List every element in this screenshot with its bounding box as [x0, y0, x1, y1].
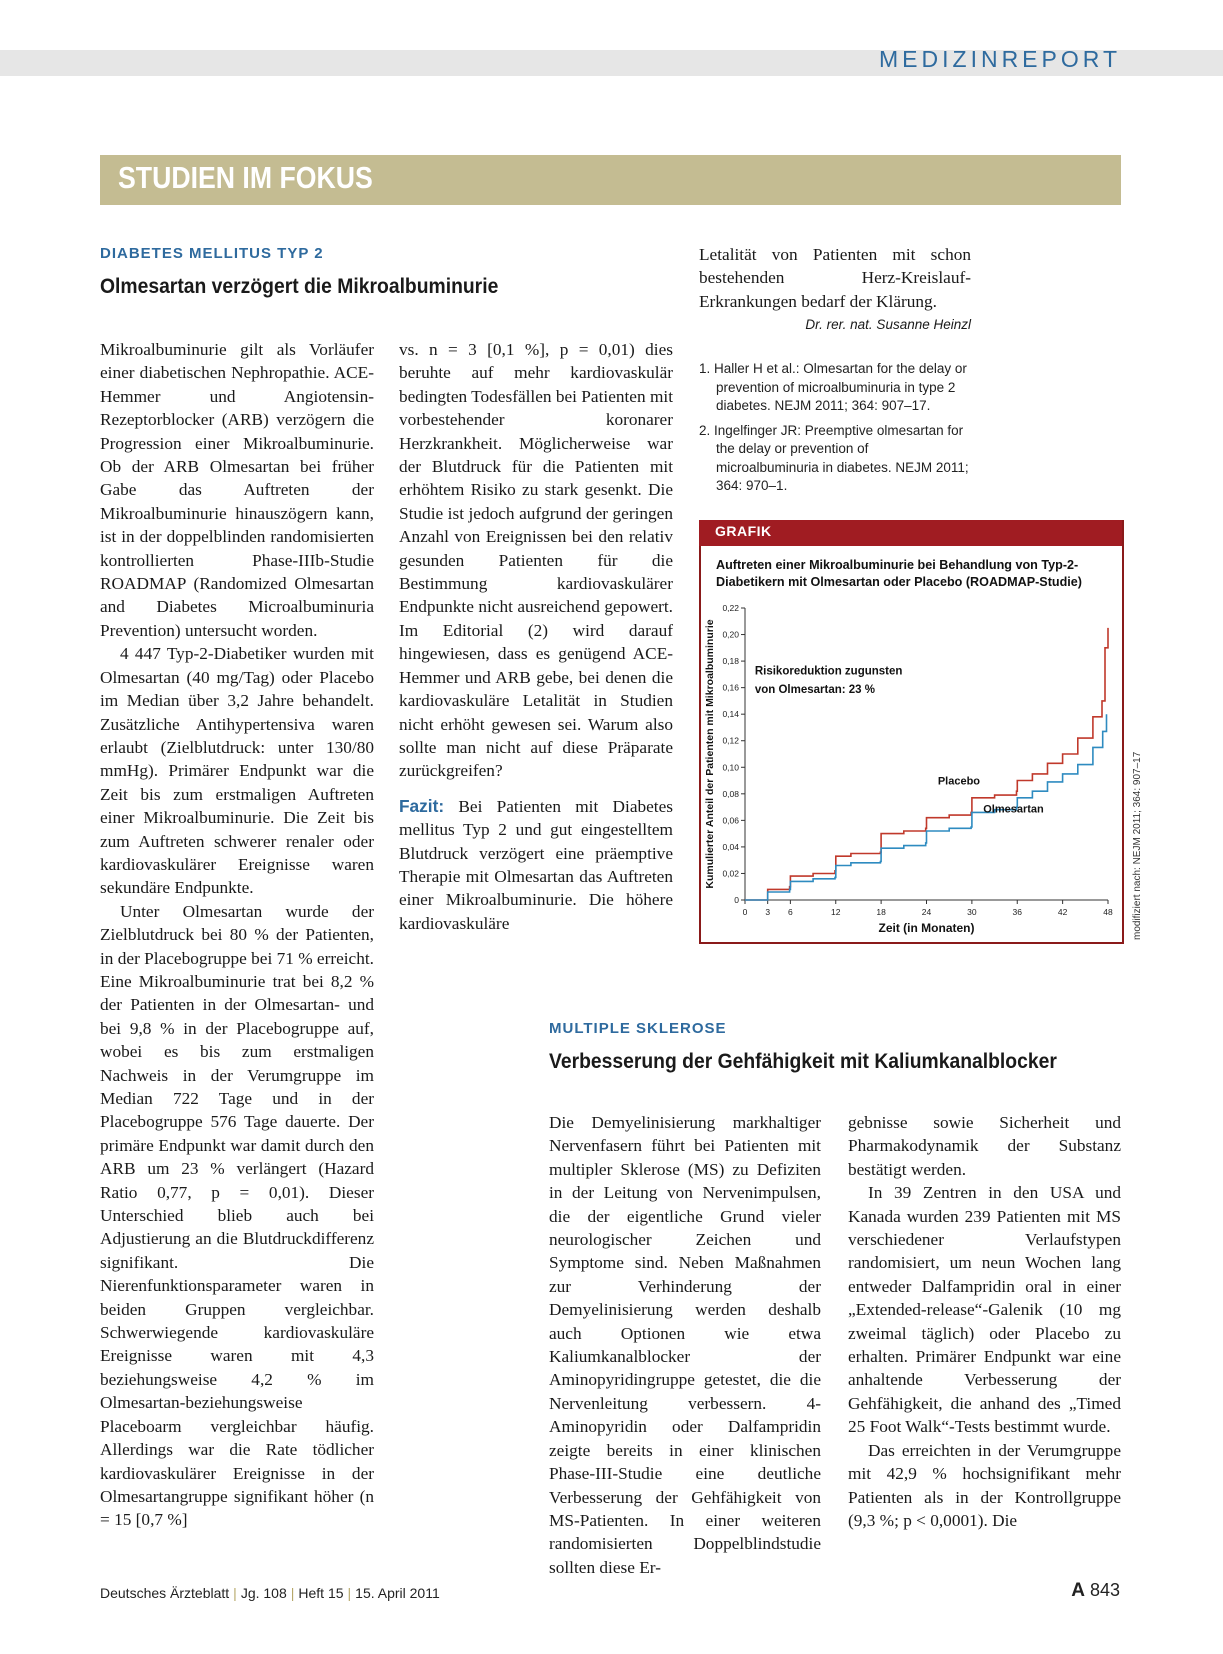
kaplan-meier-chart — [699, 598, 1121, 938]
footer: Deutsches Ärzteblatt | Jg. 108 | Heft 15 | 15. April 2011 — [100, 1585, 440, 1601]
x-axis-title: Zeit (in Monaten) — [878, 921, 975, 935]
paragraph: 4 447 Typ-2-Diabetiker wurden mit Olmesartan (40 mg/Tag) oder Placebo im Median über 3,2 Jahre behandelt. Zusätzliche Antihypertensiva waren erlaubt (Zielblutdruck: unter 130/80 mmHg). Primärer Endpunkt war die Zeit bis zum erstmaligen Auftreten einer Mikroalbuminurie. Die Zeit bis zum Auftreten schwerer renaler oder kardiovaskulärer Ereignisse waren sekundäre Endpunkte. — [100, 644, 374, 898]
paragraph: vs. n = 3 [0,1 %], p = 0,01) dies beruhte auf mehr kardiovaskulär bedingten Todesfällen bei Patienten mit vorbestehender koronarer Herzkrankheit. Möglicherweise war der Blutdruck für die Patienten mit erhöhtem Risiko zu stark gesenkt. Die Studie ist jedoch aufgrund der geringen Anzahl von Ereignissen bei den relativ gesunden Patienten für die Bestimmung kardiovaskulärer Endpunkte nicht ausreichend gepowert. Im Editorial (2) wird darauf hingewiesen, dass es genügend ACE-Hemmer und ARB gebe, bei denen die kardiovaskuläre Letalität in Studien nicht erhöht gewesen sei. Warum also sollte man nicht auf diese Präparate zurückgreifen? — [399, 340, 673, 781]
article1-column-1 — [100, 338, 374, 1532]
reference-item: 2. Ingelfinger JR: Preemptive olmesartan for the delay or prevention of microalbuminuria in diabetes. NEJM 2011; 364: 970–1. — [699, 422, 969, 493]
article1-column-3 — [699, 243, 971, 313]
section-label: MEDIZINREPORT — [879, 46, 1121, 72]
page-number: A 843 — [1071, 1580, 1120, 1601]
grafik-label: GRAFIK — [715, 523, 772, 539]
reference-item: 1. Haller H et al.: Olmesartan for the delay or prevention of microalbuminuria in type 2 diabetes. NEJM 2011; 364: 907–17. — [699, 361, 967, 413]
references — [699, 360, 971, 502]
article1-headline: Olmesartan verzögert die Mikroalbuminurie — [100, 275, 499, 298]
y-tick-label: 0,14 — [722, 709, 739, 720]
y-tick-label: 0,10 — [722, 762, 739, 773]
grafik-title: Auftreten einer Mikroalbuminurie bei Behandlung von Typ-2-Diabetikern mit Olmesartan oder Placebo (ROADMAP-Studie) — [716, 558, 1082, 589]
banner-title: STUDIEN IM FOKUS — [118, 160, 373, 195]
x-tick-label: 24 — [921, 907, 932, 917]
article1-kicker: DIABETES MELLITUS TYP 2 — [100, 245, 324, 262]
paragraph: Mikroalbuminurie gilt als Vorläufer einer diabetischen Nephropathie. ACE-Hemmer und Angiotensin-Rezeptorblocker (ARB) verzögern die Progression einer Mikroalbuminurie. Ob der ARB Olmesartan bei früher Gabe das Auftreten der Mikroalbuminurie hinauszögern kann, ist in der doppelblinden randomisierten kontrollierten Phase-IIIb-Studie ROADMAP (Randomized Olmesartan and Diabetes Microalbuminuria Prevention) untersucht worden. — [100, 340, 374, 640]
annotation-line-2: von Olmesartan: 23 % — [754, 683, 875, 696]
y-tick-label: 0 — [734, 895, 739, 905]
paragraph: Die Demyelinisierung markhaltiger Nervenfasern führt bei Patienten mit multipler Sklerose (MS) zu Defiziten in der Leitung von Nervenimpulsen, die der eigentliche Grund vieler neurologischer Zeichen und Symptome sind. Neben Maßnahmen zur Verhinderung der Demyelinisierung werden deshalb auch Optionen wie etwa Kaliumkanalblocker der Aminopyridingruppe getestet, die die Nervenleitung verbessern. 4-Aminopyridin oder Dalfampridin zeigte bereits in einer klinischen Phase-III-Studie eine deutliche Verbesserung der Gehfähigkeit von MS-Patienten. In einer weiteren randomisierten Doppelblindstudie sollten diese Er- — [549, 1113, 821, 1577]
y-tick-label: 0,20 — [722, 629, 739, 640]
x-tick-label: 18 — [876, 907, 886, 917]
volume: Jg. 108 — [240, 1585, 287, 1601]
paragraph: Letalität von Patienten mit schon bestehenden Herz-Kreislauf-Erkrankungen bedarf der Klärung. — [699, 245, 971, 311]
x-tick-label: 48 — [1103, 907, 1113, 917]
author: Dr. rer. nat. Susanne Heinzl — [805, 317, 971, 332]
paragraph: Das erreichten in der Verumgruppe mit 42,9 % hochsignifikant mehr Patienten als in der Kontrollgruppe (9,3 %; p < 0,0001). Die — [848, 1440, 1121, 1530]
paragraph: Unter Olmesartan wurde der Zielblutdruck bei 80 % der Patienten, in der Placebogruppe bei 71 % erreicht. Eine Mikroalbuminurie trat bei 8,2 % der Patienten in der Olmesartan- und bei 9,8 % in der Placebogruppe auf, wobei es bis zum erstmaligen Nachweis in der Verumgruppe im Median 722 Tage und in der Placebogruppe 576 Tage dauerte. Der primäre Endpunkt war damit durch den ARB um 23 % verlängert (Hazard Ratio 0,77, p = 0,01). Dieser Unterschied blieb auch bei Adjustierung an die Blutdruckdifferenz signifikant. Die Nierenfunktionsparameter waren in beiden Gruppen vergleichbar. Schwerwiegende kardiovaskuläre Ereignisse waren mit 4,3 beziehungsweise 4,2 % im Olmesartan-beziehungsweise Placeboarm vergleichbar häufig. Allerdings war die Rate tödlicher kardiovaskulärer Ereignisse in der Olmesartangruppe signifikant höher (n = 15 [0,7 %] — [100, 901, 374, 1530]
series-label-placebo: Placebo — [937, 775, 981, 788]
x-tick-label: 36 — [1012, 907, 1022, 917]
paragraph: In 39 Zentren in den USA und Kanada wurden 239 Patienten mit MS verschiedener Verlaufstypen randomisiert, um neun Wochen lang entweder Dalfampridin oral in einer „Extended-release“-Galenik (10 mg zweimal täglich) oder Placebo zu erhalten. Primärer Endpunkt war eine anhaltende Verbesserung der Gehfähigkeit, die anhand des „Timed 25 Foot Walk“-Tests bestimmt wurde. — [848, 1183, 1121, 1437]
y-tick-label: 0,22 — [722, 603, 739, 613]
series-line-olmesartan — [745, 714, 1107, 900]
source-note: modifiziert nach: NEJM 2011; 364: 907–17 — [1132, 751, 1143, 940]
y-axis-title: Kumulierter Anteil der Patienten mit Mikroalbuminurie — [704, 619, 716, 889]
fazit-text: Bei Patienten mit Diabetes mellitus Typ 2 und gut eingestelltem Blutdruck verzögert eine präemptive Therapie mit Olmesartan das Auftreten einer Mikroalbuminurie. Die höhere kardiovaskuläre — [399, 796, 673, 933]
article2-headline: Verbesserung der Gehfähigkeit mit Kaliumkanalblocker — [549, 1050, 1057, 1073]
y-tick-label: 0,02 — [722, 868, 739, 879]
x-tick-label: 42 — [1057, 907, 1068, 917]
x-tick-label: 0 — [742, 907, 748, 917]
article1-column-2 — [399, 338, 673, 935]
y-tick-label: 0,06 — [722, 815, 739, 826]
series-label-olmesartan: Olmesartan — [983, 803, 1044, 816]
issue: Heft 15 — [298, 1585, 344, 1601]
y-tick-label: 0,12 — [722, 735, 739, 746]
article2-column-2 — [848, 1111, 1121, 1532]
y-tick-label: 0,08 — [722, 788, 739, 799]
x-tick-label: 6 — [788, 907, 793, 917]
x-tick-label: 3 — [765, 907, 771, 917]
annotation-line-1: Risikoreduktion zugunsten — [754, 665, 903, 678]
x-tick-label: 30 — [967, 907, 977, 917]
article2-column-1 — [549, 1111, 821, 1579]
fazit-paragraph — [399, 795, 673, 935]
date: 15. April 2011 — [355, 1585, 440, 1601]
paragraph: gebnisse sowie Sicherheit und Pharmakodynamik der Substanz bestätigt werden. — [848, 1113, 1121, 1179]
fazit-label: Fazit: — [399, 795, 445, 816]
y-tick-label: 0,18 — [722, 656, 739, 667]
journal-name: Deutsches Ärzteblatt — [100, 1585, 230, 1601]
article2-kicker: MULTIPLE SKLEROSE — [549, 1020, 727, 1037]
y-tick-label: 0,16 — [722, 682, 739, 693]
x-tick-label: 12 — [831, 907, 841, 917]
y-tick-label: 0,04 — [722, 841, 739, 852]
